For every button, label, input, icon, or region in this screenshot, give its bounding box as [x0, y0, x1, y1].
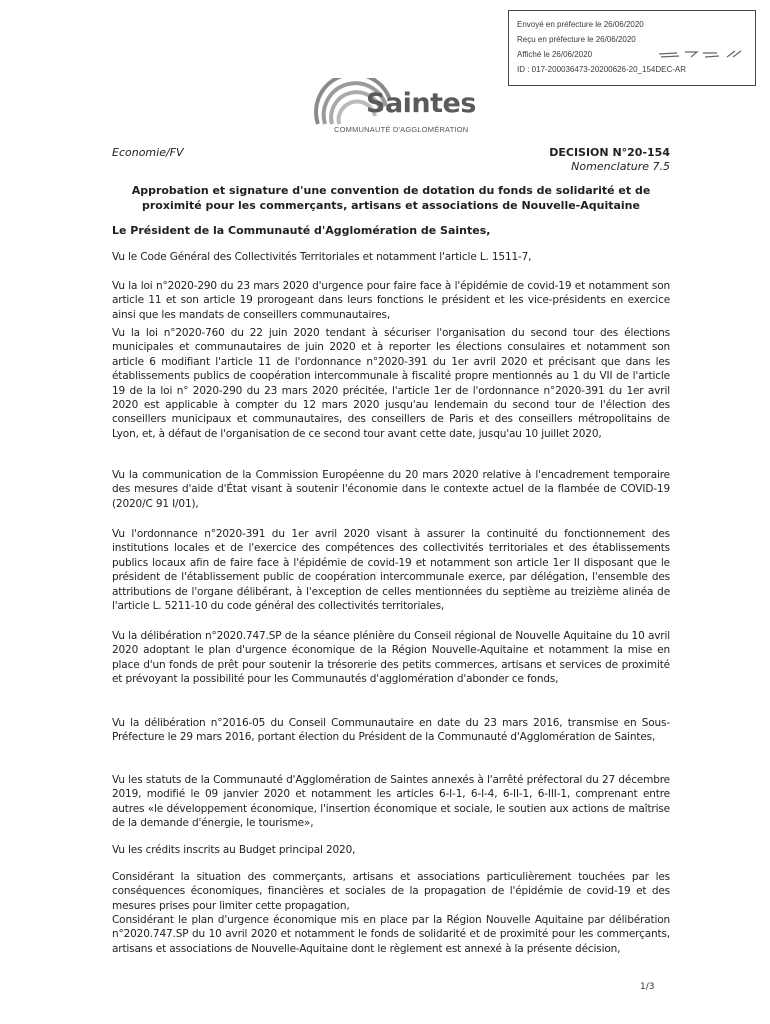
paragraph: Considérant la situation des commerçants, artisans et associations particulièrement touchées par les conséquences économiques, financières et sociales de la propagation de l'épidémie de covid-19 et des mesures prises pour limiter cette propagation, [112, 871, 670, 912]
logo-name: Saintes [366, 88, 476, 119]
stamp-id: ID : 017-200036473-20200626-20_154DEC-AR [517, 65, 687, 74]
president-heading: Le Président de la Communauté d'Agglomération de Saintes, [112, 224, 491, 237]
paragraph: Vu la délibération n°2016-05 du Conseil Communautaire en date du 23 mars 2016, transmise en Sous-Préfecture le 29 mars 2016, portant élection du Président de la Communauté d'Agglomération de Saintes, [112, 717, 670, 744]
prefecture-stamp [508, 10, 756, 86]
page-number: 1/3 [640, 982, 655, 992]
nomenclature: Nomenclature 7.5 [571, 160, 670, 173]
document-title: Approbation et signature d'une convention de dotation du fonds de solidarité et de proximité pour les commerçants, artisans et associations de Nouvelle-Aquitaine [131, 184, 651, 212]
decision-reference [540, 146, 670, 174]
paragraph: Vu la communication de la Commission Européenne du 20 mars 2020 relative à l'encadrement temporaire des mesures d'aide d'État visant à soutenir l'économie dans le contexte actuel de la flambée de COVID-19 (2020/C 91 I/01), [112, 469, 670, 510]
paragraph: Vu les crédits inscrits au Budget principal 2020, [112, 844, 356, 856]
stamp-posted: Affiché le 26/06/2020 [517, 50, 593, 59]
stamp-sent: Envoyé en préfecture le 26/06/2020 [517, 20, 644, 29]
paragraph: Vu l'ordonnance n°2020-391 du 1er avril 2020 visant à assurer la continuité du fonctionnement des institutions locales et de l'exercice des compétences des collectivités territoriales et des établissements publics locaux afin de faire face à l'épidémie de covid-19 et notamment son article 1er II disposant que le président de l'établissement public de coopération intercommunale exerce, par délégation, l'ensemble des attributions de l'organe délibérant, à l'exception de celles mentionnées du septième au treizième alinéa de l'article L. 5211-10 du code général des collectivités territoriales, [112, 528, 670, 613]
service-reference: Economie/FV [112, 146, 184, 159]
paragraph: Considérant le plan d'urgence économique mis en place par la Région Nouvelle Aquitaine par délibération n°2020.747.SP du 10 avril 2020 et notamment le fonds de solidarité et de proximité pour les commerçants, artisans et associations de Nouvelle-Aquitaine dont le règlement est annexé à la présente décision, [112, 914, 670, 955]
paragraph: Vu la loi n°2020-290 du 23 mars 2020 d'urgence pour faire face à l'épidémie de covid-19 et notamment son article 11 et son article 19 prorogeant dans leurs fonctions le président et les vice-présidents en exercice ainsi que les mandats de conseillers communautaires, [112, 280, 670, 321]
stamp-received: Reçu en préfecture le 26/06/2020 [517, 35, 636, 44]
paragraph: Vu le Code Général des Collectivités Territoriales et notamment l'article L. 1511-7, [112, 251, 532, 263]
signature-mark [657, 48, 747, 60]
paragraph: Vu les statuts de la Communauté d'Agglomération de Saintes annexés à l'arrêté préfectoral du 27 décembre 2019, modifié le 09 janvier 2020 et notamment les articles 6-I-1, 6-I-4, 6-II-1, 6-III-1, comprenant entre autres «le développement économique, l'insertion économique et sociale, le soutien aux actions de maîtrise de la demande d'énergie, le tourisme», [112, 774, 670, 830]
saintes-logo [308, 78, 478, 140]
paragraph: Vu la loi n°2020-760 du 22 juin 2020 tendant à sécuriser l'organisation du second tour des élections municipales et communautaires de juin 2020 et à reporter les élections consulaires et notamment son article 6 modifiant l'article 11 de l'ordonnance n°2020-391 du 1er avril 2020 et précisant que dans les établissements publics de coopération intercommunale à fiscalité propre mentionnés au 1 du VII de l'article 19 de la loi n° 2020-290 du 23 mars 2020 précitée, l'article 1er de l'ordonnance n°2020-391 du 1er avril 2020 est applicable à compter du 12 mars 2020 jusqu'au lendemain du second tour de l'élection des conseillers municipaux et communautaires, des conseillers de Paris et des conseillers métropolitains de Lyon, et, à défaut de l'organisation de ce second tour avant cette date, jusqu'au 10 juillet 2020, [112, 327, 670, 440]
decision-number: DECISION N°20-154 [549, 146, 670, 159]
logo-subtitle: COMMUNAUTÉ D'AGGLOMÉRATION [334, 125, 469, 134]
paragraph: Vu la délibération n°2020.747.SP de la séance plénière du Conseil régional de Nouvelle Aquitaine du 10 avril 2020 adoptant le plan d'urgence économique de la Région Nouvelle-Aquitaine et notamment la mise en place d'un fonds de prêt pour soutenir la trésorerie des petits commerces, artisans et services de proximité et prévoyant la possibilité pour les Communautés d'agglomération d'abonder ce fonds, [112, 630, 670, 686]
stamp-posted-row [517, 47, 747, 62]
